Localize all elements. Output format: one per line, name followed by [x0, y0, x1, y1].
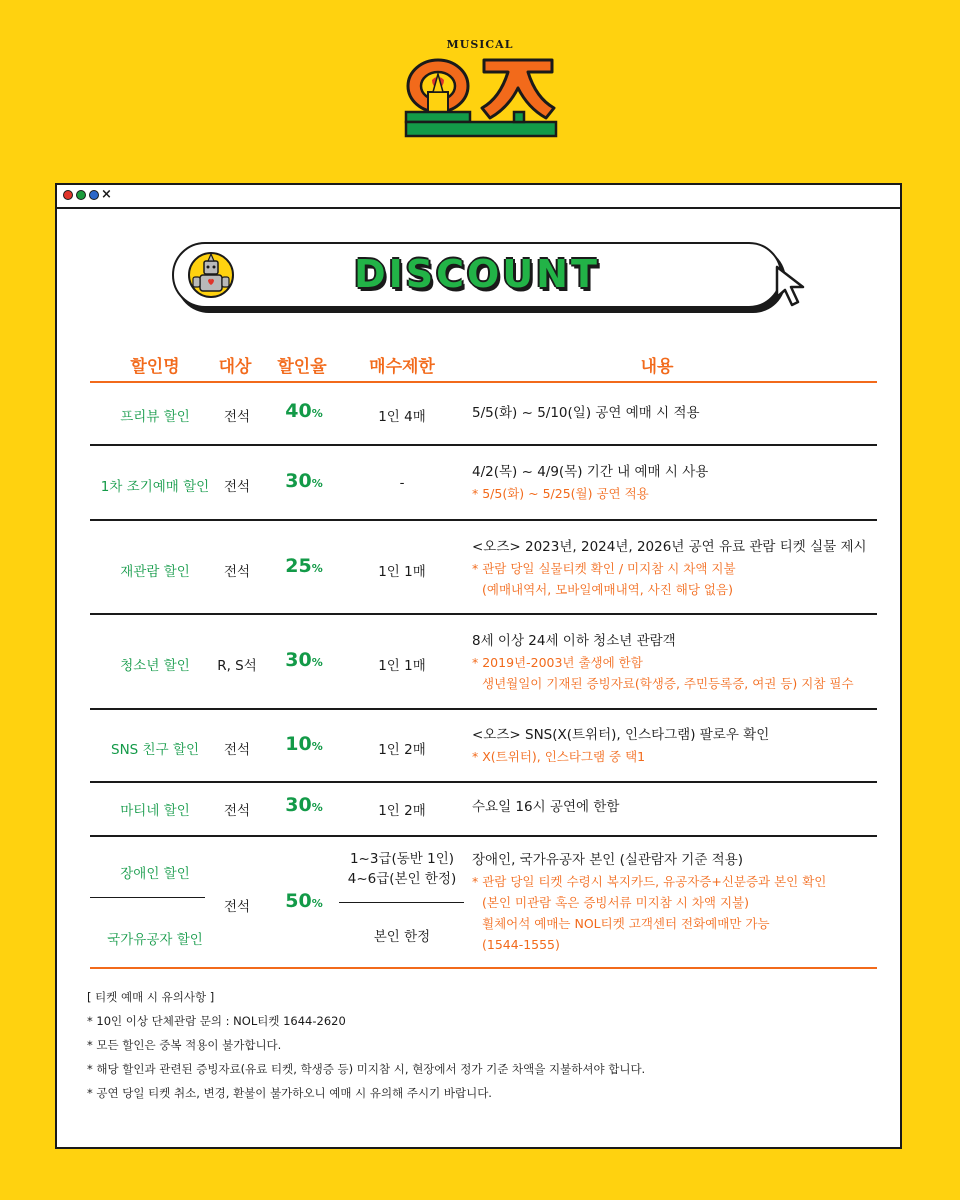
browser-window	[55, 183, 902, 1149]
blue-dot-icon[interactable]	[89, 190, 99, 200]
row-target: 전석	[223, 742, 251, 758]
row-limit: -	[399, 475, 405, 491]
row-name: SNS 친구 할인	[111, 742, 199, 758]
notice-item: * 모든 할인은 중복 적용이 불가합니다.	[87, 1038, 282, 1052]
row-divider	[90, 835, 877, 837]
logo-musical-text: MUSICAL	[446, 38, 514, 51]
limit-cell-divider	[339, 902, 464, 903]
row-target: 전석	[223, 899, 251, 915]
oz-logo-icon	[398, 52, 562, 142]
row-content: 장애인, 국가유공자 본인 (실관람자 기준 적용) * 관람 당일 티켓 수령시 복지카드, 유공자증+신분증과 본인 확인 (본인 미관람 혹은 증빙서류 미지참 시 차액 지불) 휠체어석 예매는 NOL티켓 고객센터 전화예매만 가능 (1544-1555)	[472, 852, 827, 952]
header-rate: 할인율	[277, 357, 327, 377]
row-limit: 1~3급(동반 1인) 4~6급(본인 한정)	[347, 851, 457, 887]
row-rate: 10%	[285, 733, 323, 755]
notice-item: * 10인 이상 단체관람 문의 : NOL티켓 1644-2620	[87, 1014, 346, 1028]
row-rate: 30%	[285, 794, 323, 816]
cursor-arrow-icon	[775, 265, 809, 309]
name-cell-divider	[90, 897, 205, 898]
row-content: 8세 이상 24세 이하 청소년 관람객 * 2019년-2003년 출생에 한함 생년월일이 기재된 증빙자료(학생증, 주민등록증, 여권 등) 지참 필수	[472, 633, 854, 691]
row-limit: 1인 1매	[378, 564, 426, 580]
row-name: 국가유공자 할인	[107, 932, 203, 948]
header-limit: 매수제한	[369, 357, 435, 377]
notice-title: [ 티켓 예매 시 유의사항 ]	[87, 990, 215, 1004]
row-rate: 25%	[285, 555, 323, 577]
row-content: 5/5(화) ~ 5/10(일) 공연 예매 시 적용	[472, 405, 700, 421]
header-name: 할인명	[130, 357, 180, 377]
row-rate: 30%	[285, 649, 323, 671]
row-content: <오즈> SNS(X(트위터), 인스타그램) 팔로우 확인 * X(트위터), 인스타그램 중 택1	[472, 727, 770, 764]
row-target: 전석	[223, 564, 251, 580]
row-name: 청소년 할인	[120, 658, 190, 674]
row-limit: 1인 1매	[378, 658, 426, 674]
row-divider	[90, 781, 877, 783]
row-limit: 1인 4매	[378, 409, 426, 425]
row-divider	[90, 613, 877, 615]
row-rate: 40%	[285, 400, 323, 422]
row-name: 1차 조기예매 할인	[100, 479, 210, 495]
red-dot-icon[interactable]	[63, 190, 73, 200]
row-target: 전석	[223, 479, 251, 495]
table-bottom-divider	[90, 967, 877, 969]
row-name: 재관람 할인	[120, 564, 190, 580]
row-divider	[90, 444, 877, 446]
row-target: R, S석	[217, 658, 257, 674]
header-content: 내용	[640, 357, 674, 377]
window-title-bar	[57, 185, 900, 209]
row-limit: 1인 2매	[378, 803, 426, 819]
notice-item: * 공연 당일 티켓 취소, 변경, 환불이 불가하오니 예매 시 유의해 주시기 바랍니다.	[87, 1086, 492, 1100]
row-target: 전석	[223, 803, 251, 819]
discount-title: DISCOUNT	[354, 252, 600, 296]
row-content: <오즈> 2023년, 2024년, 2026년 공연 유료 관람 티켓 실물 제시 * 관람 당일 실물티켓 확인 / 미지참 시 차액 지불 (예매내역서, 모바일예매내역, 사진 해당 없음)	[472, 539, 867, 597]
row-content: 수요일 16시 공연에 한함	[472, 799, 620, 815]
close-icon[interactable]: ×	[101, 187, 112, 202]
green-dot-icon[interactable]	[76, 190, 86, 200]
row-target: 전석	[223, 409, 251, 425]
row-divider	[90, 519, 877, 521]
row-rate: 50%	[285, 890, 323, 912]
row-name: 마티네 할인	[120, 803, 190, 819]
notice-item: * 해당 할인과 관련된 증빙자료(유료 티켓, 학생증 등) 미지참 시, 현장에서 정가 기준 차액을 지불하셔야 합니다.	[87, 1062, 646, 1076]
row-limit: 본인 한정	[373, 929, 431, 945]
row-content: 4/2(목) ~ 4/9(목) 기간 내 예매 시 사용 * 5/5(화) ~ 5/25(월) 공연 적용	[472, 464, 709, 501]
row-divider	[90, 708, 877, 710]
row-name: 프리뷰 할인	[120, 409, 190, 425]
header-target: 대상	[218, 357, 252, 377]
row-rate: 30%	[285, 470, 323, 492]
row-limit: 1인 2매	[378, 742, 426, 758]
row-name: 장애인 할인	[120, 866, 190, 882]
notice-list	[87, 985, 645, 1105]
discount-banner	[172, 242, 782, 308]
header-divider	[90, 381, 877, 383]
logo	[0, 0, 960, 180]
